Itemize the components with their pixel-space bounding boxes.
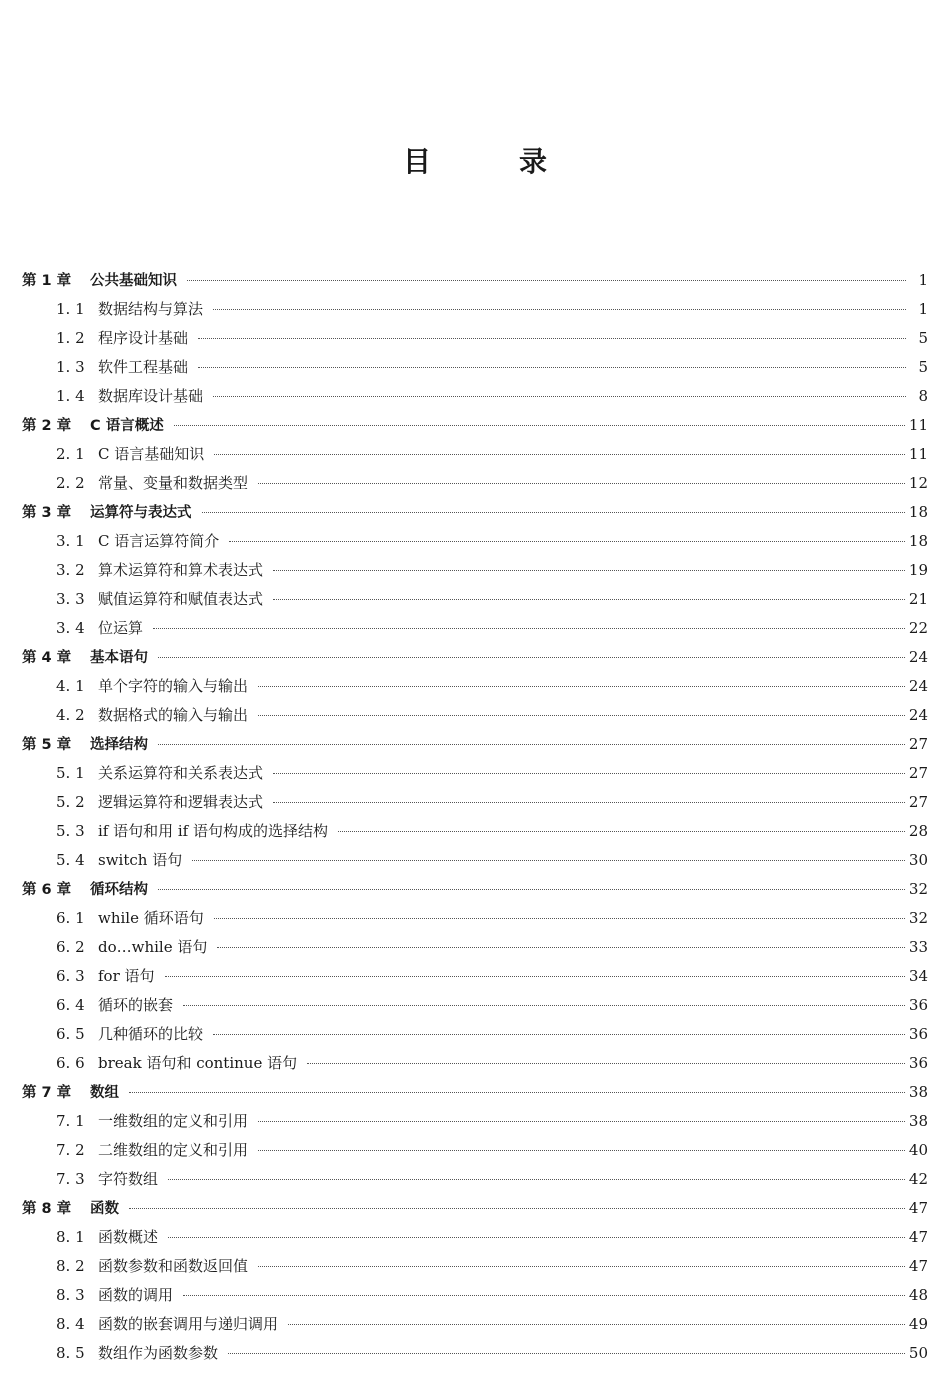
- dot-leader: [273, 599, 905, 600]
- toc-entry-page-number: 30: [908, 851, 928, 869]
- dot-leader: [229, 541, 905, 542]
- dot-leader: [168, 1237, 905, 1238]
- toc-entry-page-number: 24: [908, 648, 928, 666]
- toc-section-entry[interactable]: [22, 1136, 928, 1165]
- toc-section-entry[interactable]: [22, 991, 928, 1020]
- toc-section-entry[interactable]: [22, 1252, 928, 1281]
- toc-entry-number: 2. 1: [56, 445, 85, 463]
- dot-leader: [258, 715, 905, 716]
- toc-entry-title: switch 语句: [98, 851, 183, 869]
- toc-entry-title: 算术运算符和算术表达式: [98, 561, 264, 579]
- toc-entry-page-number: 27: [908, 764, 928, 782]
- toc-entry-title: 几种循环的比较: [98, 1025, 204, 1043]
- toc-chapter-entry[interactable]: [22, 1078, 928, 1107]
- toc-entry-number: 3. 3: [56, 590, 85, 608]
- toc-section-entry[interactable]: [22, 1310, 928, 1339]
- toc-section-entry[interactable]: [22, 440, 928, 469]
- toc-entry-number: 5. 3: [56, 822, 85, 840]
- dot-leader: [158, 657, 905, 658]
- toc-section-entry[interactable]: [22, 1223, 928, 1252]
- dot-leader: [214, 918, 905, 919]
- dot-leader: [213, 309, 906, 310]
- toc-entry-title: 数组作为函数参数: [98, 1344, 219, 1362]
- toc-entry-number: 6. 3: [56, 967, 85, 985]
- toc-chapter-entry[interactable]: [22, 266, 928, 295]
- toc-entry-number: 第 7 章: [22, 1085, 72, 1101]
- toc-entry-title: C 语言概述: [90, 418, 164, 434]
- toc-section-entry[interactable]: [22, 1339, 928, 1368]
- toc-entry-page-number: 47: [908, 1257, 928, 1275]
- toc-section-entry[interactable]: [22, 672, 928, 701]
- toc-entry-page-number: 21: [908, 590, 928, 608]
- toc-section-entry[interactable]: [22, 469, 928, 498]
- dot-leader: [288, 1324, 905, 1325]
- toc-entry-number: 1. 3: [56, 358, 85, 376]
- toc-entry-number: 1. 1: [56, 300, 85, 318]
- toc-section-entry[interactable]: [22, 295, 928, 324]
- toc-entry-number: 1. 4: [56, 387, 85, 405]
- dot-leader: [187, 280, 906, 281]
- toc-entry-page-number: 49: [908, 1315, 928, 1333]
- dot-leader: [183, 1295, 905, 1296]
- toc-entry-title: 软件工程基础: [98, 358, 189, 376]
- toc-chapter-entry[interactable]: [22, 875, 928, 904]
- toc-section-entry[interactable]: [22, 585, 928, 614]
- dot-leader: [129, 1208, 905, 1209]
- dot-leader: [273, 802, 905, 803]
- dot-leader: [338, 831, 905, 832]
- toc-entry-page-number: 36: [908, 996, 928, 1014]
- toc-entry-page-number: 47: [908, 1228, 928, 1246]
- toc-entry-title: 函数参数和函数返回值: [98, 1257, 249, 1275]
- toc-chapter-entry[interactable]: [22, 1194, 928, 1223]
- toc-section-entry[interactable]: [22, 788, 928, 817]
- toc-section-entry[interactable]: [22, 904, 928, 933]
- toc-section-entry[interactable]: [22, 324, 928, 353]
- dot-leader: [217, 947, 905, 948]
- toc-entry-title: 公共基础知识: [90, 273, 177, 289]
- toc-chapter-entry[interactable]: [22, 411, 928, 440]
- toc-section-entry[interactable]: [22, 846, 928, 875]
- toc-entry-page-number: 50: [908, 1344, 928, 1362]
- toc-entry-page-number: 36: [908, 1054, 928, 1072]
- toc-entry-number: 6. 6: [56, 1054, 85, 1072]
- toc-entry-title: 循环的嵌套: [98, 996, 174, 1014]
- toc-entry-page-number: 38: [908, 1112, 928, 1130]
- toc-entry-page-number: 38: [908, 1083, 928, 1101]
- toc-entry-title: 基本语句: [90, 650, 148, 666]
- toc-entry-page-number: 33: [908, 938, 928, 956]
- dot-leader: [183, 1005, 905, 1006]
- toc-entry-title: 二维数组的定义和引用: [98, 1141, 249, 1159]
- dot-leader: [258, 1266, 905, 1267]
- toc-entry-page-number: 19: [908, 561, 928, 579]
- toc-entry-number: 6. 4: [56, 996, 85, 1014]
- toc-section-entry[interactable]: [22, 556, 928, 585]
- toc-section-entry[interactable]: [22, 1281, 928, 1310]
- toc-entry-number: 3. 1: [56, 532, 85, 550]
- toc-entry-title: C 语言运算符简介: [98, 532, 220, 550]
- toc-entry-title: 数据库设计基础: [98, 387, 204, 405]
- dot-leader: [273, 570, 905, 571]
- toc-entry-page-number: 18: [908, 532, 928, 550]
- toc-entry-title: C 语言基础知识: [98, 445, 205, 463]
- dot-leader: [214, 454, 905, 455]
- toc-entry-page-number: 27: [908, 735, 928, 753]
- dot-leader: [258, 1150, 905, 1151]
- toc-section-entry[interactable]: [22, 701, 928, 730]
- toc-entry-number: 6. 1: [56, 909, 85, 927]
- toc-entry-title: 常量、变量和数据类型: [98, 474, 249, 492]
- toc-entry-number: 7. 3: [56, 1170, 85, 1188]
- toc-entry-number: 第 1 章: [22, 273, 72, 289]
- toc-entry-page-number: 1: [918, 271, 928, 289]
- toc-entry-number: 2. 2: [56, 474, 85, 492]
- toc-entry-number: 8. 3: [56, 1286, 85, 1304]
- toc-section-entry[interactable]: [22, 759, 928, 788]
- toc-entry-title: for 语句: [98, 967, 155, 985]
- toc-section-entry[interactable]: [22, 1107, 928, 1136]
- dot-leader: [174, 425, 905, 426]
- toc-entry-page-number: 47: [908, 1199, 928, 1217]
- dot-leader: [273, 773, 905, 774]
- toc-entry-title: 函数的嵌套调用与递归调用: [98, 1315, 279, 1333]
- toc-entry-title: 一维数组的定义和引用: [98, 1112, 249, 1130]
- dot-leader: [202, 512, 905, 513]
- dot-leader: [213, 396, 906, 397]
- toc-entry-title: 程序设计基础: [98, 329, 189, 347]
- toc-entry-number: 5. 2: [56, 793, 85, 811]
- toc-entry-page-number: 32: [908, 880, 928, 898]
- toc-entry-title: while 循环语句: [98, 909, 204, 927]
- dot-leader: [192, 860, 905, 861]
- toc-entry-page-number: 24: [908, 706, 928, 724]
- toc-entry-page-number: 40: [908, 1141, 928, 1159]
- toc-entry-page-number: 11: [908, 445, 928, 463]
- toc-entry-number: 4. 2: [56, 706, 85, 724]
- dot-leader: [258, 1121, 905, 1122]
- toc-entry-number: 第 3 章: [22, 505, 72, 521]
- toc-entry-number: 8. 5: [56, 1344, 85, 1362]
- toc-entry-title: 单个字符的输入与输出: [98, 677, 249, 695]
- toc-entry-number: 第 6 章: [22, 882, 72, 898]
- toc-entry-title: do…while 语句: [98, 938, 208, 956]
- toc-section-entry[interactable]: [22, 933, 928, 962]
- toc-entry-title: if 语句和用 if 语句构成的选择结构: [98, 822, 329, 840]
- toc-entry-number: 7. 1: [56, 1112, 85, 1130]
- toc-entry-page-number: 28: [908, 822, 928, 840]
- toc-entry-page-number: 48: [908, 1286, 928, 1304]
- toc-section-entry[interactable]: [22, 817, 928, 846]
- toc-entry-title: 字符数组: [98, 1170, 159, 1188]
- toc-entry-page-number: 5: [918, 358, 928, 376]
- dot-leader: [258, 483, 905, 484]
- toc-chapter-entry[interactable]: [22, 498, 928, 527]
- toc-entry-title: 数组: [90, 1085, 119, 1101]
- dot-leader: [198, 338, 906, 339]
- toc-section-entry[interactable]: [22, 1165, 928, 1194]
- toc-chapter-entry[interactable]: [22, 730, 928, 759]
- dot-leader: [129, 1092, 905, 1093]
- toc-section-entry[interactable]: [22, 382, 928, 411]
- toc-entry-title: 函数概述: [98, 1228, 159, 1246]
- toc-entry-number: 6. 2: [56, 938, 85, 956]
- dot-leader: [153, 628, 905, 629]
- toc-entry-number: 1. 2: [56, 329, 85, 347]
- dot-leader: [258, 686, 905, 687]
- dot-leader: [213, 1034, 905, 1035]
- toc-entry-title: 数据格式的输入与输出: [98, 706, 249, 724]
- table-of-contents: [22, 266, 928, 1368]
- toc-entry-number: 7. 2: [56, 1141, 85, 1159]
- toc-section-entry[interactable]: [22, 527, 928, 556]
- toc-entry-page-number: 27: [908, 793, 928, 811]
- toc-section-entry[interactable]: [22, 614, 928, 643]
- toc-entry-page-number: 24: [908, 677, 928, 695]
- dot-leader: [168, 1179, 905, 1180]
- toc-entry-title: 逻辑运算符和逻辑表达式: [98, 793, 264, 811]
- dot-leader: [307, 1063, 905, 1064]
- toc-section-entry[interactable]: [22, 962, 928, 991]
- page-title: 目 录: [402, 145, 577, 178]
- toc-entry-page-number: 22: [908, 619, 928, 637]
- toc-entry-number: 3. 2: [56, 561, 85, 579]
- toc-entry-title: 关系运算符和关系表达式: [98, 764, 264, 782]
- toc-entry-number: 第 8 章: [22, 1201, 72, 1217]
- toc-entry-number: 5. 1: [56, 764, 85, 782]
- toc-entry-title: 赋值运算符和赋值表达式: [98, 590, 264, 608]
- toc-entry-page-number: 11: [908, 416, 928, 434]
- toc-entry-title: 函数的调用: [98, 1286, 174, 1304]
- toc-entry-page-number: 18: [908, 503, 928, 521]
- toc-section-entry[interactable]: [22, 1020, 928, 1049]
- toc-entry-number: 4. 1: [56, 677, 85, 695]
- toc-entry-page-number: 5: [918, 329, 928, 347]
- toc-section-entry[interactable]: [22, 353, 928, 382]
- toc-entry-title: 选择结构: [90, 737, 148, 753]
- toc-entry-number: 第 2 章: [22, 418, 72, 434]
- dot-leader: [228, 1353, 905, 1354]
- toc-entry-title: 函数: [90, 1201, 119, 1217]
- toc-entry-number: 5. 4: [56, 851, 85, 869]
- toc-entry-page-number: 12: [908, 474, 928, 492]
- toc-chapter-entry[interactable]: [22, 643, 928, 672]
- toc-entry-number: 第 4 章: [22, 650, 72, 666]
- toc-entry-number: 8. 2: [56, 1257, 85, 1275]
- toc-section-entry[interactable]: [22, 1049, 928, 1078]
- dot-leader: [158, 889, 905, 890]
- dot-leader: [158, 744, 905, 745]
- toc-entry-title: 循环结构: [90, 882, 148, 898]
- dot-leader: [198, 367, 906, 368]
- toc-entry-number: 第 5 章: [22, 737, 72, 753]
- toc-entry-number: 8. 1: [56, 1228, 85, 1246]
- toc-entry-page-number: 32: [908, 909, 928, 927]
- toc-entry-page-number: 1: [918, 300, 928, 318]
- toc-entry-number: 6. 5: [56, 1025, 85, 1043]
- toc-entry-number: 3. 4: [56, 619, 85, 637]
- toc-entry-page-number: 8: [918, 387, 928, 405]
- toc-entry-title: 位运算: [98, 619, 144, 637]
- toc-entry-title: break 语句和 continue 语句: [98, 1054, 298, 1072]
- toc-entry-page-number: 36: [908, 1025, 928, 1043]
- toc-entry-title: 运算符与表达式: [90, 505, 192, 521]
- toc-entry-page-number: 42: [908, 1170, 928, 1188]
- toc-entry-title: 数据结构与算法: [98, 300, 204, 318]
- dot-leader: [165, 976, 905, 977]
- toc-entry-page-number: 34: [908, 967, 928, 985]
- toc-entry-number: 8. 4: [56, 1315, 85, 1333]
